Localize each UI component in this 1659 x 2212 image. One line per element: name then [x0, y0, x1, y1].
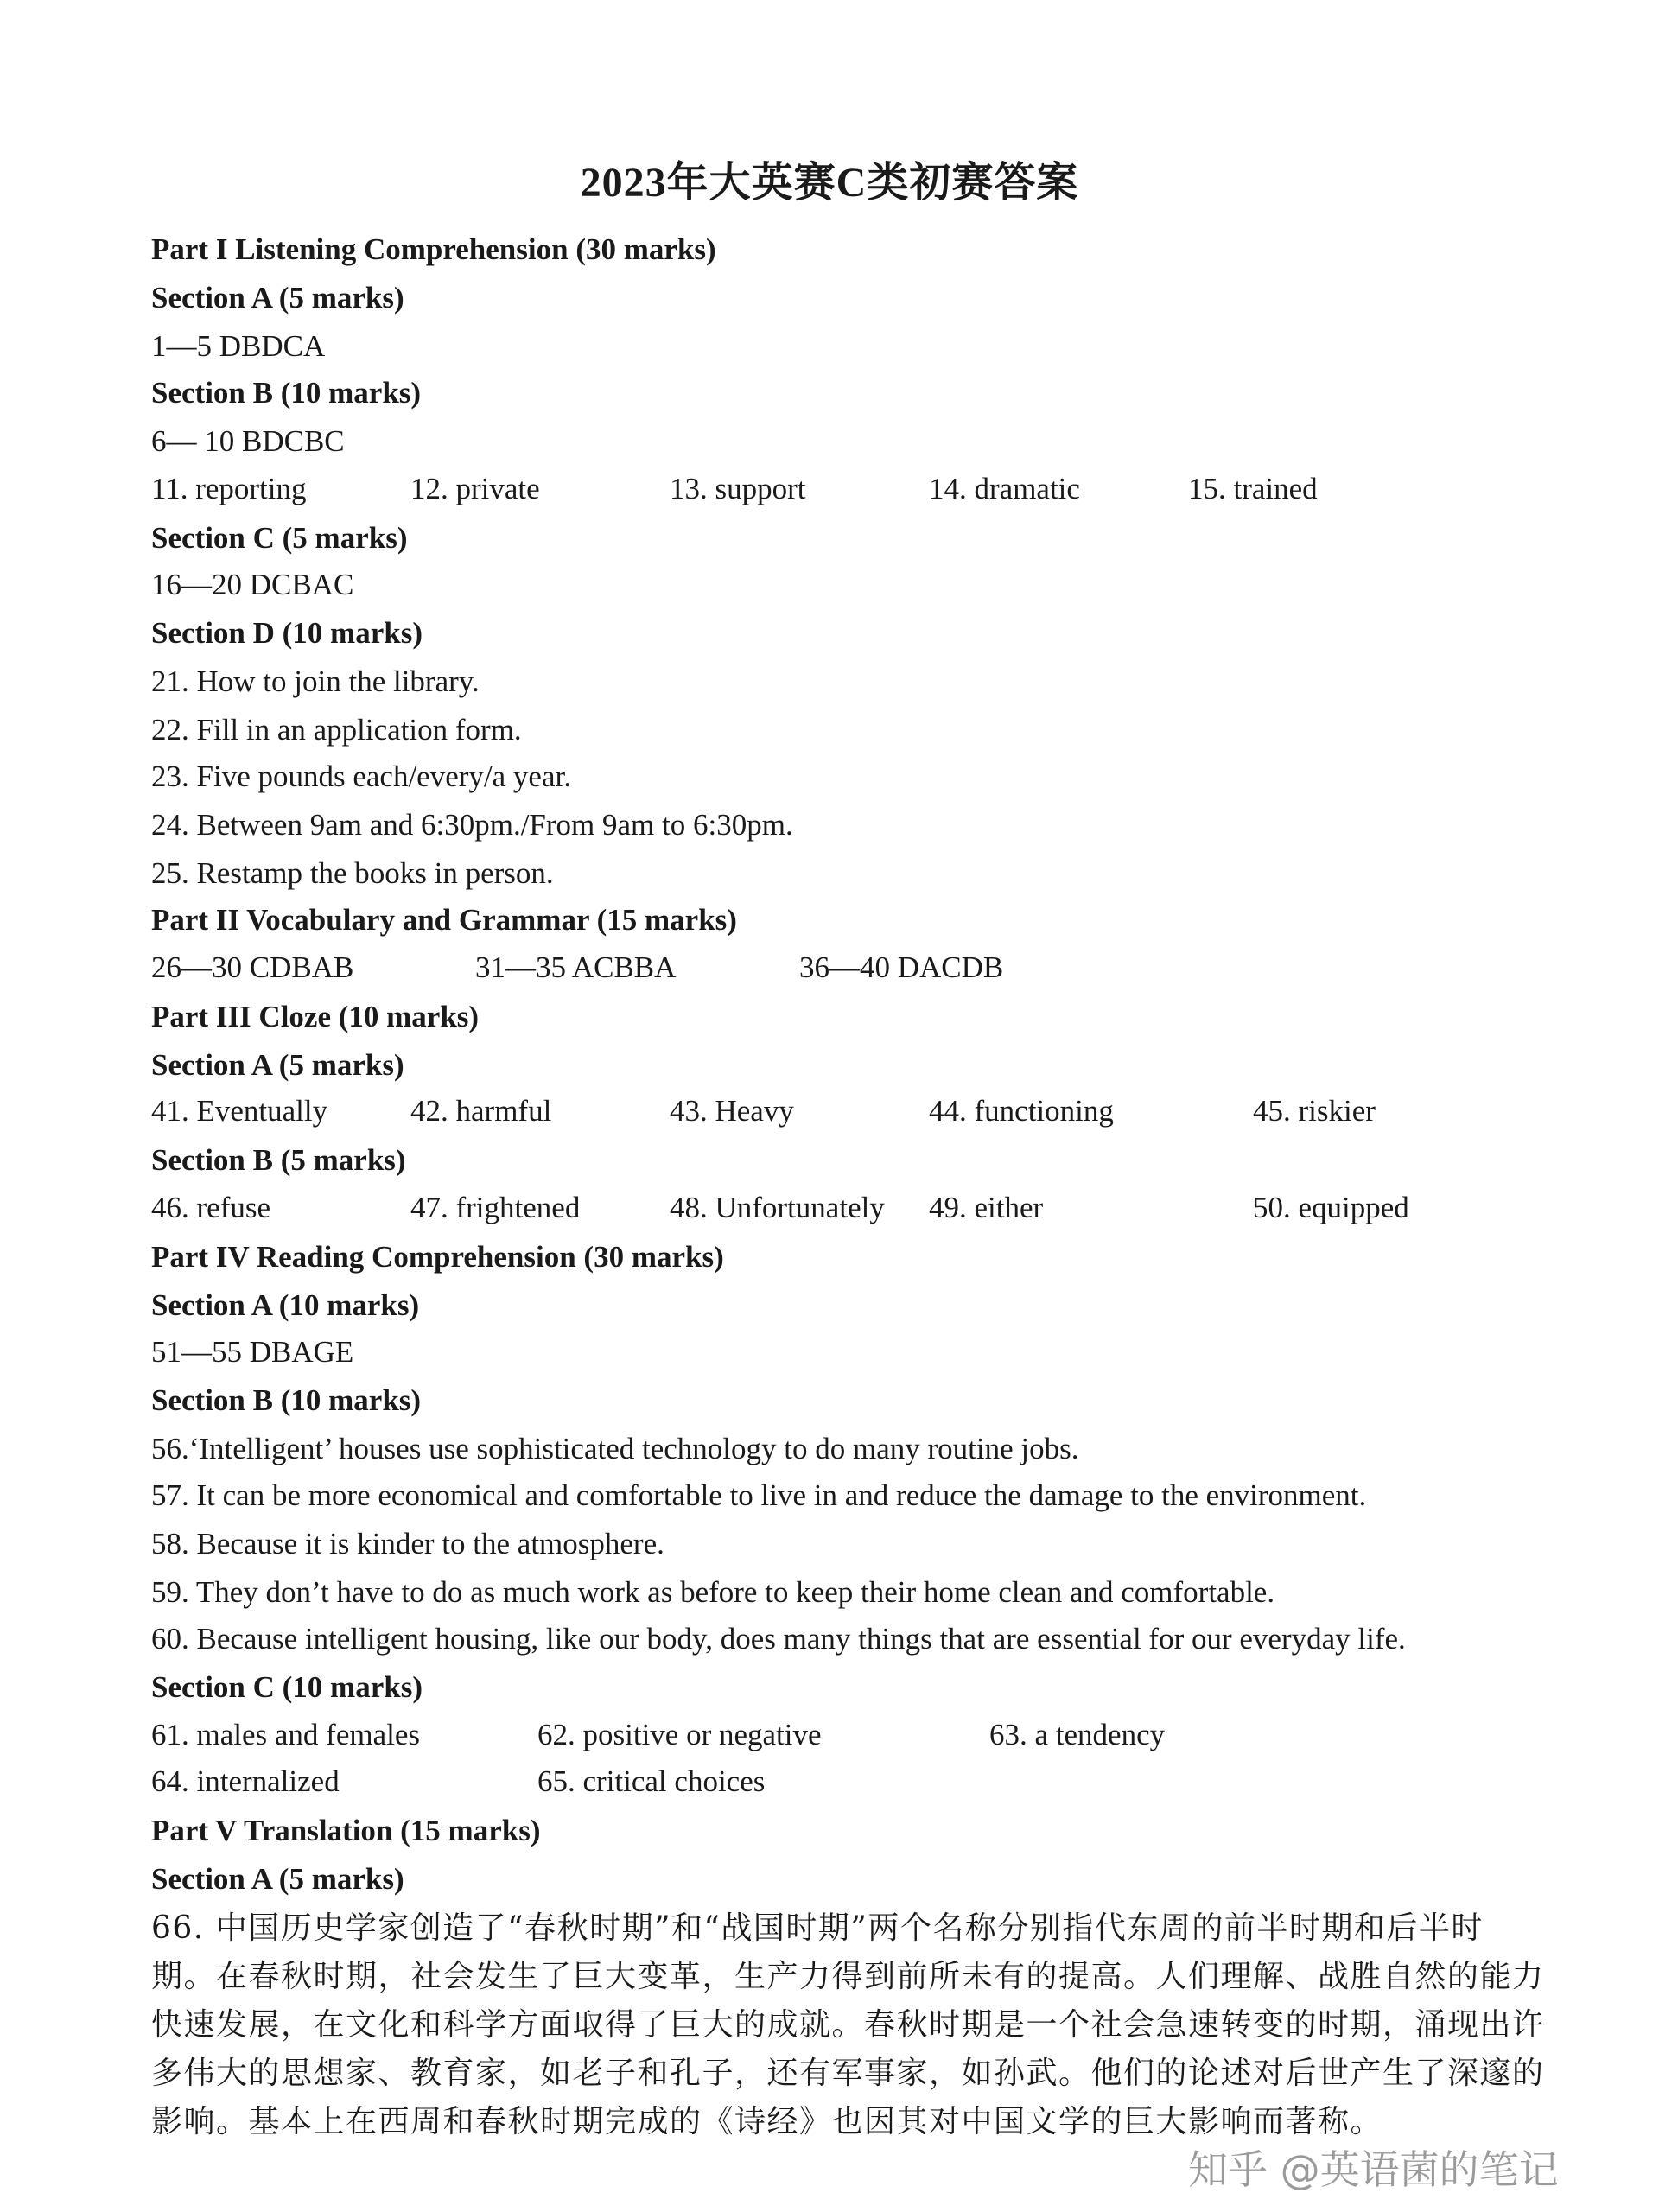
part3-heading: Part III Cloze (10 marks) [151, 1000, 480, 1033]
watermark: 知乎 @英语菌的笔记 [1188, 2146, 1559, 2193]
answer-word: 65. critical choices [537, 1764, 766, 1798]
translation-line: 影响。基本上在西周和春秋时期完成的《诗经》也因其对中国文学的巨大影响而著称。 [151, 2104, 1383, 2139]
part1-secB-words-row [0, 472, 1659, 515]
answer-word: 61. males and females [151, 1718, 421, 1751]
part5-heading: Part V Translation (15 marks) [151, 1814, 541, 1847]
part4-secC-words-row-2 [0, 1764, 1659, 1808]
part1-secD-heading: Section D (10 marks) [151, 616, 423, 650]
answer-word: 62. positive or negative [537, 1718, 822, 1751]
part1-secB-answers: 6— 10 BDCBC [151, 424, 345, 458]
part2-answers-row [0, 950, 1659, 994]
part1-secD-item: 21. How to join the library. [151, 664, 480, 698]
answer-word: 41. Eventually [151, 1094, 328, 1128]
answer-group: 31—35 ACBBA [475, 950, 677, 984]
part3-secB-words-row [0, 1191, 1659, 1234]
answer-group: 36—40 DACDB [799, 950, 1004, 984]
answer-word: 46. refuse [151, 1191, 271, 1224]
answer-word: 48. Unfortunately [670, 1191, 885, 1224]
answer-word: 14. dramatic [929, 472, 1080, 505]
page-title: 2023年大英赛C类初赛答案 [580, 160, 1079, 206]
part1-secD-item: 25. Restamp the books in person. [151, 856, 554, 890]
translation-line: 66. 中国历史学家创造了“春秋时期”和“战国时期”两个名称分别指代东周的前半时期和后半时 [151, 1910, 1484, 1946]
part3-secA-words-row [0, 1094, 1659, 1137]
part1-secD-item: 23. Five pounds each/every/a year. [151, 760, 571, 793]
answer-word: 49. either [929, 1191, 1044, 1224]
part4-secB-item: 58. Because it is kinder to the atmosphere. [151, 1527, 664, 1560]
part4-secC-heading: Section C (10 marks) [151, 1670, 423, 1704]
answer-word: 15. trained [1188, 472, 1318, 505]
part3-secA-heading: Section A (5 marks) [151, 1048, 404, 1082]
answer-word: 50. equipped [1253, 1191, 1409, 1224]
part1-secC-heading: Section C (5 marks) [151, 521, 408, 555]
answer-word: 43. Heavy [670, 1094, 794, 1128]
part4-secC-words-row-1 [0, 1718, 1659, 1761]
part4-secB-item: 60. Because intelligent housing, like our body, does many things that are essential for our everyday life. [151, 1622, 1406, 1656]
part1-secB-heading: Section B (10 marks) [151, 376, 422, 410]
answer-word: 47. frightened [410, 1191, 581, 1224]
part2-heading: Part II Vocabulary and Grammar (15 marks) [151, 903, 737, 937]
part4-secB-item: 57. It can be more economical and comfortable to live in and reduce the damage to the environment. [151, 1478, 1367, 1512]
answer-word: 44. functioning [929, 1094, 1114, 1128]
part4-secA-answers: 51—55 DBAGE [151, 1335, 354, 1369]
translation-line: 快速发展，在文化和科学方面取得了巨大的成就。春秋时期是一个社会急速转变的时期，涌现出许 [151, 2007, 1545, 2043]
part4-secB-item: 59. They don’t have to do as much work as before to keep their home clean and comfortable. [151, 1575, 1275, 1609]
answer-word: 12. private [410, 472, 540, 505]
answer-word: 64. internalized [151, 1764, 340, 1798]
part1-secA-heading: Section A (5 marks) [151, 281, 404, 315]
part1-secD-item: 22. Fill in an application form. [151, 713, 522, 747]
part4-secA-heading: Section A (10 marks) [151, 1288, 420, 1322]
part1-secA-answers: 1—5 DBDCA [151, 329, 326, 363]
answer-word: 13. support [670, 472, 806, 505]
translation-line: 多伟大的思想家、教育家，如老子和孔子，还有军事家，如孙武。他们的论述对后世产生了深邃的 [151, 2056, 1545, 2091]
part3-secB-heading: Section B (5 marks) [151, 1143, 406, 1177]
part4-secB-item: 56.‘Intelligent’ houses use sophisticated technology to do many routine jobs. [151, 1432, 1079, 1465]
part1-secC-answers: 16—20 DCBAC [151, 568, 354, 601]
part1-secD-item: 24. Between 9am and 6:30pm./From 9am to 6:30pm. [151, 808, 793, 842]
answer-word: 42. harmful [410, 1094, 552, 1128]
translation-line: 期。在春秋时期，社会发生了巨大变革，生产力得到前所未有的提高。人们理解、战胜自然的能力 [151, 1959, 1545, 1994]
answer-word: 11. reporting [151, 472, 307, 505]
part4-heading: Part IV Reading Comprehension (30 marks) [151, 1240, 724, 1274]
part4-secB-heading: Section B (10 marks) [151, 1383, 422, 1417]
part5-secA-heading: Section A (5 marks) [151, 1862, 404, 1896]
answer-word: 45. riskier [1253, 1094, 1376, 1128]
part1-heading: Part I Listening Comprehension (30 marks) [151, 232, 716, 266]
answer-word: 63. a tendency [989, 1718, 1166, 1751]
answer-group: 26—30 CDBAB [151, 950, 354, 984]
